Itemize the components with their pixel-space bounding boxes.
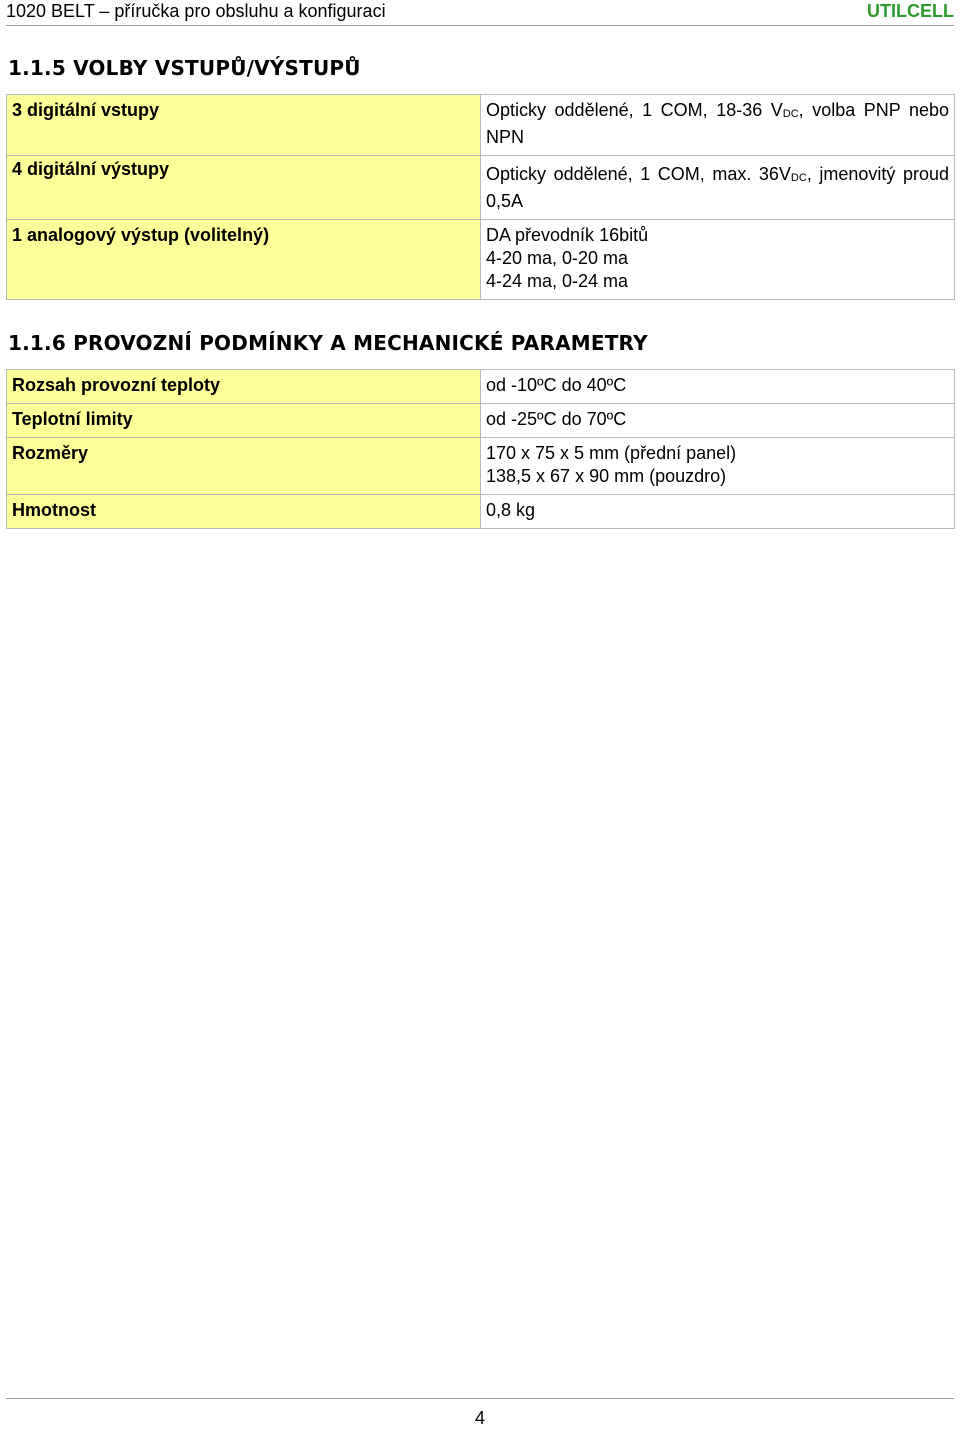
section-title-io-options: 1.1.5 VOLBY VSTUPŮ/VÝSTUPŮ — [8, 56, 361, 80]
row-label: 4 digitální výstupy — [7, 156, 481, 220]
row-label: 3 digitální vstupy — [7, 95, 481, 156]
table-row — [7, 156, 955, 220]
value-line: 0,8 kg — [486, 500, 536, 520]
value-text: Opticky oddělené, 1 COM, max. 36V — [486, 164, 791, 184]
value-line: DA převodník 16bitů — [486, 225, 649, 245]
row-label: 1 analogový výstup (volitelný) — [7, 220, 481, 300]
value-line: od -25ºC do 70ºC — [486, 409, 627, 429]
table-row — [7, 438, 955, 495]
row-label: Rozměry — [7, 438, 481, 495]
value-text-cont: , volba PNP nebo NPN — [486, 100, 950, 147]
section-title-operating-conditions: 1.1.6 PROVOZNÍ PODMÍNKY A MECHANICKÉ PARAMETRY — [8, 331, 648, 355]
page-header — [6, 0, 954, 26]
value-text: Opticky oddělené, 1 COM, 18-36 V — [486, 100, 783, 120]
row-value — [481, 370, 955, 404]
io-options-table — [6, 94, 955, 300]
footer-divider — [6, 1398, 954, 1399]
row-label: Hmotnost — [7, 495, 481, 529]
table-row — [7, 220, 955, 300]
table-row — [7, 495, 955, 529]
row-label: Rozsah provozní teploty — [7, 370, 481, 404]
row-value — [481, 404, 955, 438]
subscript-dc: DC — [790, 172, 807, 184]
value-line: od -10ºC do 40ºC — [486, 375, 627, 395]
row-value — [481, 495, 955, 529]
page-number: 4 — [474, 1408, 485, 1428]
value-text-cont: , jmenovitý proud 0,5A — [486, 164, 949, 211]
value-line: 138,5 x 67 x 90 mm (pouzdro) — [486, 466, 727, 486]
document-title: 1020 BELT – příručka pro obsluhu a konfiguraci — [6, 1, 386, 21]
row-label: Teplotní limity — [7, 404, 481, 438]
value-line: 4-24 ma, 0-24 ma — [486, 271, 629, 291]
operating-conditions-table — [6, 369, 955, 529]
value-line: 4-20 ma, 0-20 ma — [486, 248, 629, 268]
row-value — [481, 156, 955, 220]
row-value — [481, 220, 955, 300]
table-row — [7, 95, 955, 156]
table-row — [7, 370, 955, 404]
row-value — [481, 438, 955, 495]
table-row — [7, 404, 955, 438]
brand-name: UTILCELL — [867, 1, 954, 21]
row-value — [481, 95, 955, 156]
value-line: 170 x 75 x 5 mm (přední panel) — [486, 443, 737, 463]
subscript-dc: DC — [782, 108, 799, 120]
